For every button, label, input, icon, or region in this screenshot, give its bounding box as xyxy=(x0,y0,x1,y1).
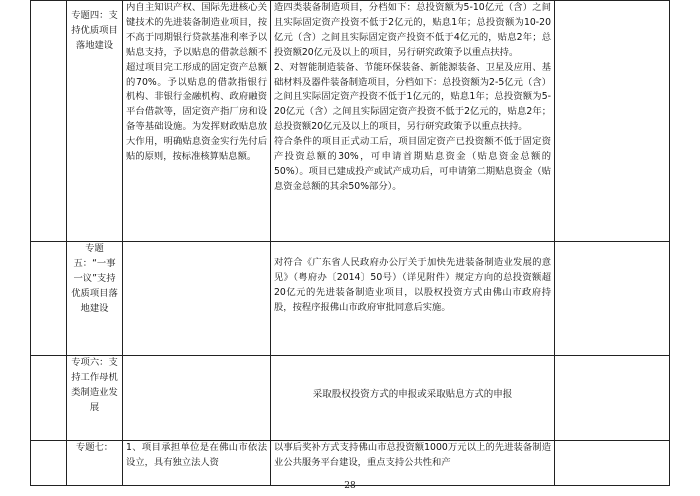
category-cell xyxy=(67,1,123,242)
detail-paragraph: 对符合《广东省人民政府办公厅关于加快先进装备制造业发展的意见》（粤府办〔2014〕50号）（详见附件）规定方向的总投资额超20亿元的先进装备制造业项目，以股权投资方式由佛山市政府持股，按程序报佛山市政府审批同意后实施。 xyxy=(274,257,551,313)
support-detail-cell xyxy=(271,356,555,441)
category-label: 专题五：“一事一议”支持优质项目落地建设 xyxy=(71,243,118,314)
category-label: 专题四：支持优质项目落地建设 xyxy=(71,10,118,51)
table-row xyxy=(31,1,670,242)
blank-cell xyxy=(555,356,670,441)
detail-paragraph: 2、对智能制造装备、节能环保装备、新能源装备、卫星及应用、基础材料及器件装备制造项目，分档如下：总投资额为2-5亿元（含）之间且实际固定资产投资不低于1亿元的，贴息1年；总投资额为5-20亿元（含）之间且实际固定资产投资不低于2亿元的，贴息2年；总投资额20亿元及以上的项目，另行研究政策予以重点扶持。 xyxy=(274,61,551,133)
table-row xyxy=(31,356,670,441)
blank-cell xyxy=(555,242,670,356)
support-method-cell xyxy=(123,242,271,356)
support-method-cell xyxy=(123,356,271,441)
category-cell xyxy=(67,441,123,486)
support-detail-cell xyxy=(271,1,555,242)
blank-cell xyxy=(555,1,670,242)
detail-paragraph: 符合条件的项目正式动工后，项目固定资产已投资额不低于固定资产投资总额的30%，可申请首期贴息资金（贴息资金总额的50%）。项目已建成投产或试产成功后，可申请第二期贴息资金（贴息资金总额的其余50%部分）。 xyxy=(274,136,551,192)
support-method-cell: 1、项目承担单位是在佛山市依法设立，具有独立法人资 xyxy=(123,441,271,486)
category-cell xyxy=(67,242,123,356)
page-number: 28 xyxy=(344,481,356,491)
detail-paragraph: 采取股权投资方式的申报或采取贴息方式的申报 xyxy=(312,389,513,400)
table-row xyxy=(31,242,670,356)
category-label: 专项六：支持工作母机类制造业发展 xyxy=(71,357,118,413)
blank-cell xyxy=(31,242,67,356)
blank-cell xyxy=(555,441,670,486)
category-label: 专题七： xyxy=(75,442,114,453)
blank-cell xyxy=(31,441,67,486)
detail-paragraph: 造四类装备制造项目，分档如下：总投资额为5-10亿元（含）之间且实际固定资产投资不低于2亿元的，贴息1年；总投资额为10-20亿元（含）之间且实际固定资产投资不低于4亿元的，贴息2年；总投资额20亿元及以上的项目，另行研究政策予以重点扶持。 xyxy=(274,2,551,58)
support-method-cell: 内自主知识产权、国际先进核心关键技术的先进装备制造业项目，按不高于同期银行贷款基准利率予以贴息支持，予以贴息的借款总额不超过项目完工形成的固定资产总额的70%。予以贴息的借款指银行机构、非银行金融机构、政府融资平台借款等，固定资产指厂房和设备等基础设施。为发挥财政贴息放大作用，明确贴息资金实行先付后贴的原则，按标准核算贴息额。 xyxy=(123,1,271,242)
policy-table xyxy=(30,0,670,486)
blank-cell xyxy=(31,356,67,441)
table-row xyxy=(31,441,670,486)
category-cell xyxy=(67,356,123,441)
blank-cell xyxy=(31,1,67,242)
detail-paragraph: 以事后奖补方式支持佛山市总投资额1000万元以上的先进装备制造业公共服务平台建设，重点支持公共性和产 xyxy=(274,442,551,468)
support-detail-cell xyxy=(271,242,555,356)
support-detail-cell xyxy=(271,441,555,486)
